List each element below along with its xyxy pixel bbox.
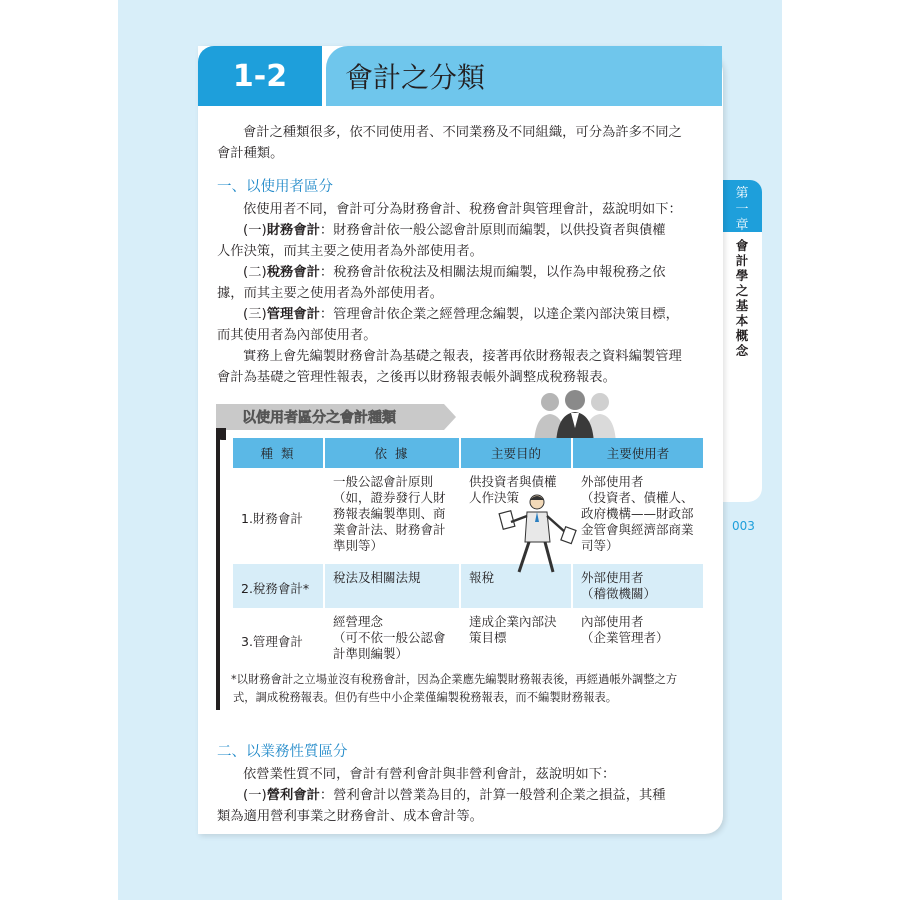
- chapter-title-char: 會: [735, 238, 749, 253]
- businessman-icon: [495, 490, 585, 580]
- item-num: (一): [243, 788, 267, 803]
- col-header: 主要目的: [460, 438, 572, 468]
- chapter-title-char: 本: [735, 313, 749, 328]
- page-number: 003: [732, 519, 755, 533]
- table-row: [233, 608, 704, 670]
- item-num: (二): [243, 265, 267, 280]
- closing-line: 實務上會先編製財務會計為基礎之報表，接著再依財務報表之資料編製管理: [243, 349, 682, 364]
- chapter-title: [722, 238, 762, 358]
- section2-line: 依營業性質不同，會計有營利會計與非營利會計，茲說明如下：: [243, 767, 616, 782]
- chapter-title-char: 概: [735, 328, 749, 343]
- col-header: 依 據: [324, 438, 460, 468]
- item-text: ：稅務會計依稅法及相關法規而編製，以作為申報稅務之依: [319, 265, 666, 280]
- row-basis: 一般公認會計原則 （如，證券發行人財 務報表編製準則、商 業會計法、財務會計 準則等）: [324, 468, 460, 564]
- row-name: 3.管理會計: [233, 608, 324, 670]
- section1-heading: 一、以使用者區分: [217, 179, 333, 195]
- item-profit: [243, 785, 666, 807]
- item-text: ：管理會計依企業之經營理念編製，以達企業內部決策目標，: [319, 307, 679, 322]
- item-tax: [243, 262, 666, 284]
- row-purpose: 報稅: [460, 564, 572, 608]
- item-financial-cont: 人作決策，而其主要之使用者為外部使用者。: [217, 244, 483, 259]
- item-profit-cont: 類為適用營利事業之財務會計、成本會計等。: [217, 809, 483, 824]
- table-banner-text: 以使用者區分之會計種類: [242, 410, 396, 426]
- chapter-char: 第: [735, 186, 749, 201]
- row-basis: 經營理念 （可不依一般公認會 計準則編製）: [324, 608, 460, 670]
- chapter-char: 一: [735, 202, 749, 217]
- item-management-cont: 而其使用者為內部使用者。: [217, 328, 377, 343]
- chapter-title-char: 之: [735, 283, 749, 298]
- chapter-title-char: 基: [735, 298, 749, 313]
- item-num: (三): [243, 307, 267, 322]
- section2-heading: 二、以業務性質區分: [217, 744, 348, 760]
- table-header-row: [233, 438, 704, 468]
- col-header: 種 類: [233, 438, 324, 468]
- table-side-line: [216, 430, 220, 710]
- row-users: 外部使用者 （投資者、債權人、 政府機構——財政部 金管會與經濟部商業 司等）: [572, 468, 704, 564]
- table-side-tip: [216, 428, 226, 440]
- table-banner: [216, 404, 456, 430]
- row-name: 1.財務會計: [233, 468, 324, 564]
- item-financial: [243, 220, 666, 242]
- row-users: 外部使用者 （稽徵機關）: [572, 564, 704, 608]
- item-term: 管理會計: [266, 307, 320, 322]
- table-row: [233, 468, 704, 564]
- section-number: 1-2: [198, 46, 322, 106]
- item-tax-cont: 據，而其主要之使用者為外部使用者。: [217, 286, 444, 301]
- closing-line: 會計為基礎之管理性報表，之後再以財務報表帳外調整成稅務報表。: [217, 370, 616, 385]
- table-note: *以財務會計之立場並沒有稅務會計，因為企業應先編製財務報表後，再經過帳外調整之方: [231, 673, 678, 686]
- item-text: ：營利會計以營業為目的，計算一般營利企業之損益，其種: [319, 788, 666, 803]
- intro-line: 會計之種類很多，依不同使用者、不同業務及不同組織，可分為許多不同之: [243, 125, 682, 140]
- col-header: 主要使用者: [572, 438, 704, 468]
- item-text: ：財務會計依一般公認會計原則而編製，以供投資者與債權: [319, 223, 666, 238]
- item-term: 稅務會計: [266, 265, 320, 280]
- chapter-title-char: 計: [735, 253, 749, 268]
- table-note: 式，調成稅務報表。但仍有些中小企業僅編製稅務報表，而不編製財務報表。: [233, 691, 618, 704]
- section1-line: 依使用者不同，會計可分為財務會計、稅務會計與管理會計，茲說明如下：: [243, 202, 682, 217]
- section-title: 會計之分類: [345, 61, 486, 94]
- item-term: 財務會計: [266, 223, 320, 238]
- chapter-title-char: 念: [735, 343, 749, 358]
- row-name: 2.稅務會計*: [233, 564, 324, 608]
- chapter-title-char: 學: [735, 268, 749, 283]
- item-management: [243, 304, 679, 326]
- row-basis: 稅法及相關法規: [324, 564, 460, 608]
- accounting-types-table: [233, 438, 705, 670]
- table-row: [233, 564, 704, 608]
- row-purpose: 供投資者與債權 人作決策: [460, 468, 572, 564]
- item-num: (一): [243, 223, 267, 238]
- intro-line: 會計種類。: [217, 146, 284, 161]
- chapter-char: 章: [735, 218, 749, 233]
- chapter-label: [722, 180, 762, 232]
- row-users: 內部使用者 （企業管理者）: [572, 608, 704, 670]
- item-term: 營利會計: [266, 788, 320, 803]
- row-purpose: 達成企業內部決 策目標: [460, 608, 572, 670]
